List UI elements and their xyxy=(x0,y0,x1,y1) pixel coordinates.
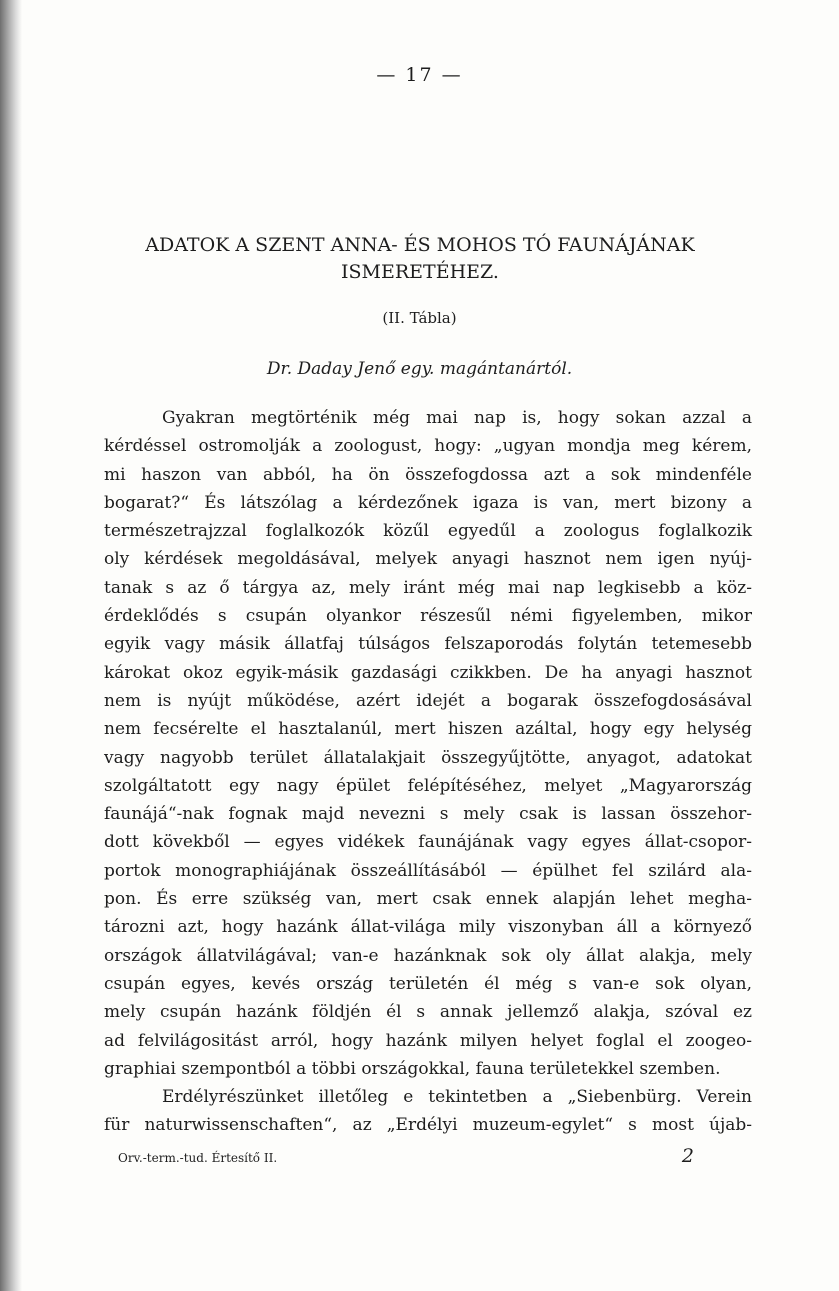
article-title xyxy=(100,232,740,286)
text-line: graphiai szempontból a többi országokkal, fauna területekkel szemben. xyxy=(104,1058,721,1079)
journal-signature: Orv.-term.-tud. Értesítő II. xyxy=(118,1151,278,1165)
text-line: nem is nyújt működése, azért idejét a bogarak összefogdosásával xyxy=(104,690,752,711)
page-footer xyxy=(118,1145,694,1167)
plate-reference: (II. Tábla) xyxy=(382,309,457,327)
text-line: károkat okoz egyik-másik gazdasági czikkben. De ha anyagi hasznot xyxy=(104,662,752,683)
text-line: für naturwissenschaften“, az „Erdélyi muzeum-egylet“ s most újab- xyxy=(104,1115,752,1136)
page-edge-shadow xyxy=(0,0,22,1291)
text-line: egyik vagy másik állatfaj túlságos felszaporodás folytán tetemesebb xyxy=(104,634,752,655)
text-line: országok állatvilágával; van-e hazánknak sok oly állat alakja, mely xyxy=(104,945,752,966)
title-line-1: ADATOK A SZENT ANNA- ÉS MOHOS TÓ FAUNÁJÁNAK xyxy=(145,234,695,256)
text-line: faunájá“-nak fognak majd nevezni s mely csak is lassan összehor- xyxy=(104,804,752,825)
text-line: dott kövekből — egyes vidékek faunájának vagy egyes állat-csopor- xyxy=(104,832,752,853)
text-line: Erdélyrészünket illetőleg e tekintetben a „Siebenbürg. Verein xyxy=(162,1087,752,1108)
text-line: oly kérdések megoldásával, melyek anyagi hasznot nem igen nyúj- xyxy=(104,549,752,570)
text-line: kérdéssel ostromolják a zoologust, hogy: „ugyan mondja meg kérem, xyxy=(104,436,752,457)
text-line: mi haszon van abból, ha ön összefogdossa azt a sok mindenféle xyxy=(104,464,752,485)
text-line: természetrajzzal foglalkozók közűl egyedűl a zoologus foglalkozik xyxy=(104,521,752,542)
text-line: nem fecsérelte el hasztalanúl, mert hiszen azáltal, hogy egy helység xyxy=(104,719,752,740)
text-line: szolgáltatott egy nagy épület felépítéséhez, melyet „Magyarország xyxy=(104,775,752,796)
text-line: tanak s az ő tárgya az, mely iránt még mai nap legkisebb a köz- xyxy=(104,577,752,598)
text-line: érdeklődés s csupán olyankor részesűl némi figyelemben, mikor xyxy=(104,606,752,627)
sheet-signature-number: 2 xyxy=(681,1145,694,1167)
text-line: Gyakran megtörténik még mai nap is, hogy sokan azzal a xyxy=(162,408,752,428)
text-line: vagy nagyobb terület állatalakjait összegyűjtötte, anyagot, adatokat xyxy=(104,747,752,768)
article-body xyxy=(104,404,752,1140)
text-line: tározni azt, hogy hazánk állat-világa mily viszonyban áll a környező xyxy=(104,917,752,938)
page-number: — 17 — xyxy=(376,64,463,86)
title-line-2: ISMERETÉHEZ. xyxy=(341,261,499,283)
text-line: pon. És erre szükség van, mert csak ennek alapján lehet megha- xyxy=(104,889,752,910)
text-line: portok monographiájának összeállításából — épülhet fel szilárd ala- xyxy=(104,860,752,881)
author-line: Dr. Daday Jenő egy. magántanártól. xyxy=(266,359,573,379)
text-line: ad felvilágositást arról, hogy hazánk milyen helyet foglal el zoogeo- xyxy=(104,1030,752,1051)
text-line: bogarat?“ És látszólag a kérdezőnek igaza is van, mert bizony a xyxy=(104,492,752,513)
text-line: csupán egyes, kevés ország területén él még s van-e sok olyan, xyxy=(104,973,752,994)
text-line: mely csupán hazánk földjén él s annak jellemző alakja, szóval ez xyxy=(104,1002,752,1023)
